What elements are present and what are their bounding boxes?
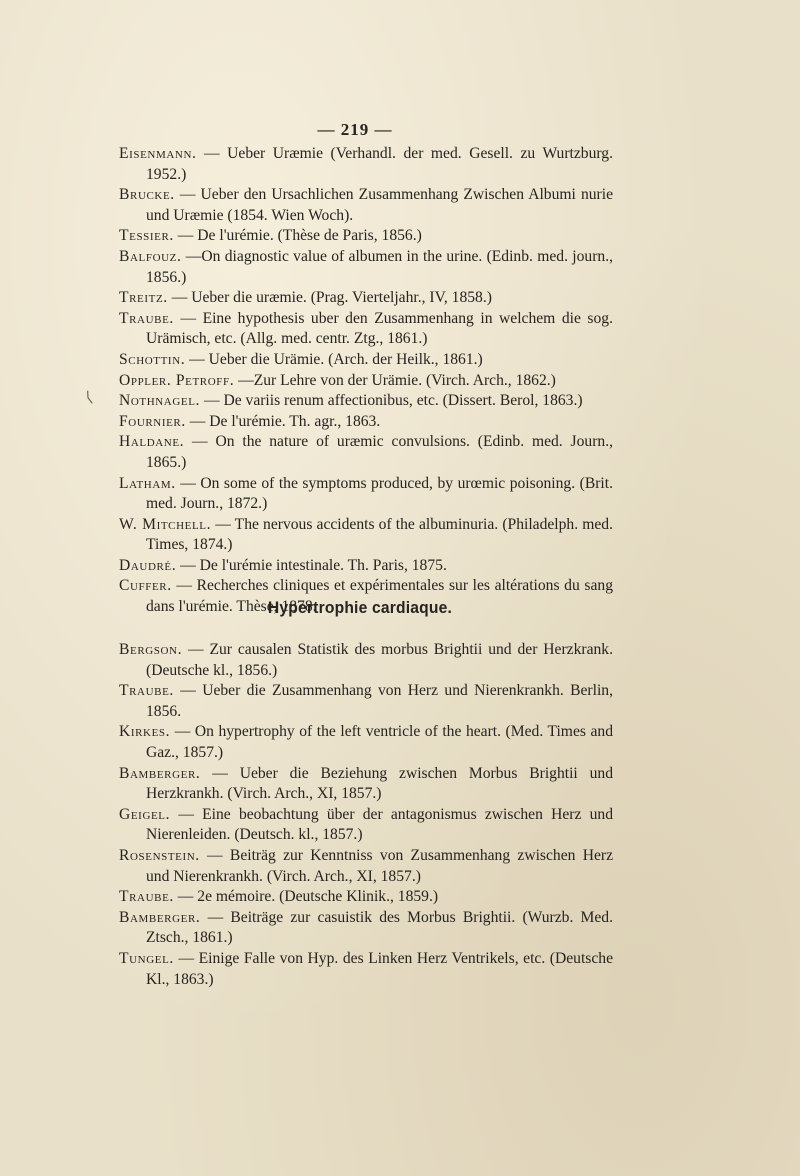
entry-text: — Beiträg zur Kenntniss von Zusammenhang zwischen Herz und Nierenkrankh. (Virch. Arch., XI, 1857.) — [146, 846, 613, 885]
bibliography-entry — [119, 474, 613, 515]
bibliography-entry — [119, 846, 613, 887]
bibliography-entry — [119, 391, 613, 412]
entry-author: Haldane. — [119, 433, 185, 451]
entry-text: — De l'urémie. (Thèse de Paris, 1856.) — [173, 227, 422, 245]
entry-author: Bamberger. — [119, 764, 201, 782]
bibliography-entry — [119, 722, 613, 763]
bibliography-entry — [119, 226, 613, 247]
entry-text: — Recherches cliniques et expérimentales sur les altérations du sang dans l'urémie. Thèse, 1878. — [146, 577, 613, 616]
entry-author: Traube. — [119, 309, 174, 327]
entry-author: Eisenmann. — [119, 145, 197, 162]
entry-text: — De l'urémie intestinale. Th. Paris, 1875. — [176, 556, 447, 574]
entry-author: Oppler. Petroff. — [119, 371, 235, 389]
entry-author: Geigel. — [119, 805, 171, 823]
entry-text: —Zur Lehre von der Urämie. (Virch. Arch., 1862.) — [234, 371, 556, 389]
entry-text: — Zur causalen Statistik des morbus Brightii und der Herzkrank. (Deutsche kl., 1856.) — [146, 641, 613, 679]
entry-author: Balfouz. — [119, 247, 182, 265]
bibliography-entry — [119, 288, 613, 309]
bibliography-entry — [119, 185, 613, 226]
entry-author: Schottin. — [119, 350, 186, 368]
entry-text: — Beiträge zur casuistik des Morbus Brightii. (Wurzb. Med. Ztsch., 1861.) — [146, 908, 613, 947]
entry-author: Bergson. — [119, 641, 183, 658]
entry-text: — Ueber die Urämie. (Arch. der Heilk., 1861.) — [185, 350, 483, 368]
bibliography-entry — [119, 350, 613, 371]
stray-pencil-mark: ⟨ — [83, 389, 95, 407]
bibliography-entry — [119, 949, 613, 990]
entry-author: Tungel. — [119, 949, 174, 967]
entry-text: — De l'urémie. Th. agr., 1863. — [185, 412, 381, 430]
entry-author: Nothnagel. — [119, 392, 201, 410]
entry-text: — On the nature of uræmic convulsions. (Edinb. med. Journ., 1865.) — [146, 433, 613, 471]
bibliography-entry — [119, 515, 613, 556]
bibliography-entry — [119, 247, 613, 288]
bibliography-entry — [119, 805, 613, 846]
entry-text: — De variis renum affectionibus, etc. (Dissert. Berol, 1863.) — [200, 392, 583, 410]
entry-text: — Ueber die Beziehung zwischen Morbus Brightii und Herzkrankh. (Virch. Arch., XI, 1857.) — [146, 764, 613, 803]
entry-author: Tessier. — [119, 227, 174, 245]
bibliography-entry — [119, 412, 613, 433]
entry-author: Brucke. — [119, 186, 175, 204]
entry-text: — Eine hypothesis uber den Zusammenhang in welchem die sog. Urämisch, etc. (Allg. med. centr. Ztg., 1861.) — [146, 309, 613, 348]
bibliography-entry — [119, 309, 613, 350]
entry-author: Treitz. — [119, 289, 168, 307]
entry-text: — Ueber die Zusammenhang von Herz und Nierenkrankh. Berlin, 1856. — [146, 682, 613, 720]
bibliography-entry — [119, 640, 613, 681]
entry-text: — On some of the symptoms produced, by urœmic poisoning. (Brit. med. Journ., 1872.) — [146, 474, 613, 513]
bibliography-entry — [119, 144, 613, 185]
entry-text: — On hypertrophy of the left ventricle of the heart. (Med. Times and Gaz., 1857.) — [146, 723, 613, 761]
bibliography-entry — [119, 908, 613, 949]
bibliography-entry — [119, 764, 613, 805]
entry-author: W. Mitchell. — [119, 515, 212, 533]
entry-author: Kirkes. — [119, 723, 171, 741]
entry-text: — Einige Falle von Hyp. des Linken Herz Ventrikels, etc. (Deutsche Kl., 1863.) — [146, 949, 613, 988]
page-number: — 219 — — [317, 120, 393, 139]
entry-author: Latham. — [119, 474, 176, 492]
entry-author: Cuffer. — [119, 577, 172, 595]
entry-text: — Eine beobachtung über der antagonismus zwischen Herz und Nierenleiden. (Deutsch. kl., 1857.) — [146, 805, 613, 844]
entry-text: — Ueber den Ursachlichen Zusammenhang Zwischen Albumi nurie und Uræmie (1854. Wien Woch). — [146, 186, 613, 224]
entry-text: — Ueber Uræmie (Verhandl. der med. Gesell. zu Wurtzburg. 1952.) — [146, 145, 613, 183]
bibliography-entry — [119, 432, 613, 473]
bibliography-entry — [119, 887, 613, 908]
bibliography-cardiac-hypertrophy — [119, 640, 613, 990]
entry-author: Rosenstein. — [119, 846, 200, 864]
entry-author: Traube. — [119, 682, 174, 700]
entry-author: Daudré. — [119, 556, 177, 574]
entry-text: — Ueber die uræmie. (Prag. Vierteljahr., IV, 1858.) — [167, 289, 492, 307]
bibliography-entry — [119, 371, 613, 392]
entry-text: — 2e mémoire. (Deutsche Klinik., 1859.) — [173, 888, 439, 906]
entry-text: —On diagnostic value of albumen in the urine. (Edinb. med. journ., 1856.) — [146, 247, 613, 286]
section-title: Hypertrophie cardiaque. — [267, 598, 453, 617]
entry-author: Traube. — [119, 888, 174, 906]
bibliography-entry — [119, 556, 613, 577]
entry-author: Fournier. — [119, 412, 186, 430]
entry-text: — The nervous accidents of the albuminuria. (Philadelph. med. Times, 1874.) — [146, 515, 613, 554]
entry-author: Bamberger. — [119, 908, 201, 926]
bibliography-entry — [119, 681, 613, 722]
bibliography-uremia — [119, 144, 613, 618]
